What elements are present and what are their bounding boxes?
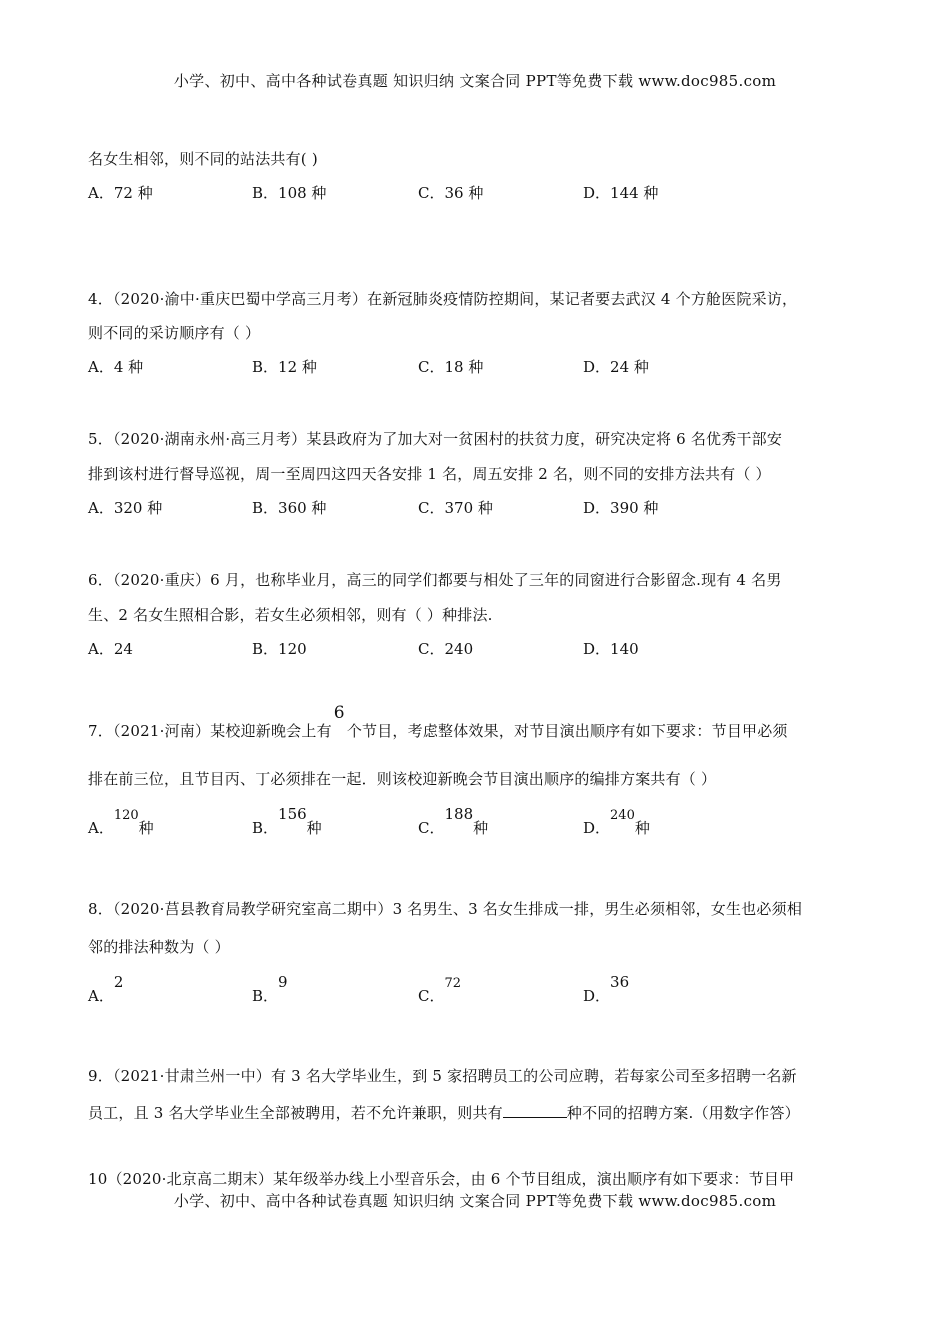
q8-option-a bbox=[88, 973, 124, 1006]
q4-option-c: C．18 种 bbox=[418, 358, 484, 376]
q7-option-d bbox=[583, 808, 650, 838]
page-footer: 小学、初中、高中各种试卷真题 知识归纳 文案合同 PPT等免费下载 www.doc985.com bbox=[173, 1192, 777, 1210]
q7-option-d-unit: 种 bbox=[634, 819, 650, 837]
q6-options bbox=[88, 638, 768, 668]
q8-option-c bbox=[418, 976, 462, 1006]
q7-option-b bbox=[252, 805, 322, 838]
q9-line1: 9．（2021·甘肃兰州一中）有 3 名大学毕业生，到 5 家招聘员工的公司应聘，若每家公司至多招聘一名新 bbox=[88, 1067, 797, 1085]
q9-line2-pre: 员工，且 3 名大学毕业生全部被聘用，若不允许兼职，则共有 bbox=[88, 1104, 503, 1122]
q7-option-c-label: C． bbox=[418, 819, 445, 837]
q6-option-a: A．24 bbox=[88, 640, 133, 658]
q7-option-a-value: 120 bbox=[113, 808, 139, 823]
q3-option-c: C．36 种 bbox=[418, 184, 484, 202]
q5-option-b: B．360 种 bbox=[252, 499, 327, 517]
q6-line1: 6．（2020·重庆）6 月，也称毕业月，高三的同学们都要与相处了三年的同窗进行合影留念.现有 4 名男 bbox=[88, 571, 782, 589]
q3-option-b: B．108 种 bbox=[252, 184, 327, 202]
q8-line2: 邻的排法种数为（ ） bbox=[88, 938, 230, 956]
q8-option-b-value: 9 bbox=[278, 973, 288, 991]
q3-option-a: A．72 种 bbox=[88, 184, 153, 202]
q8-option-d-value: 36 bbox=[610, 973, 630, 991]
q8-option-a-value: 2 bbox=[113, 973, 124, 991]
q3-option-d: D．144 种 bbox=[583, 184, 659, 202]
q7-option-c-value: 188 bbox=[444, 805, 474, 823]
q7-option-a-unit: 种 bbox=[138, 819, 154, 837]
q8-option-d bbox=[583, 973, 630, 1006]
q7-program-count: 6 bbox=[333, 703, 345, 723]
q7-option-b-label: B． bbox=[252, 819, 279, 837]
q7-option-d-value: 240 bbox=[610, 808, 635, 823]
q7-option-b-value: 156 bbox=[278, 805, 307, 823]
page-header: 小学、初中、高中各种试卷真题 知识归纳 文案合同 PPT等免费下载 www.doc985.com bbox=[173, 72, 777, 90]
q8-line1: 8．（2020·莒县教育局教学研究室高二期中）3 名男生、3 名女生排成一排，男生必须相邻，女生也必须相 bbox=[88, 900, 803, 918]
q6-option-d: D．140 bbox=[583, 640, 639, 658]
q6-option-c: C．240 bbox=[418, 640, 474, 658]
q10-line1: 10（2020·北京高二期末）某年级举办线上小型音乐会，由 6 个节目组成，演出顺序有如下要求：节目甲 bbox=[88, 1170, 795, 1188]
q4-option-d: D．24 种 bbox=[583, 358, 649, 376]
q9-line2 bbox=[88, 1102, 800, 1123]
q5-line1: 5．（2020·湖南永州·高三月考）某县政府为了加大对一贫困村的扶贫力度，研究决定将 6 名优秀干部安 bbox=[88, 430, 783, 448]
q7-line1-pre: 7．（2021·河南）某校迎新晚会上有 bbox=[88, 722, 332, 740]
q4-line2: 则不同的采访顺序有（ ） bbox=[88, 324, 261, 342]
q4-option-a: A．4 种 bbox=[88, 358, 144, 376]
q5-line2: 排到该村进行督导巡视，周一至周四这四天各安排 1 名，周五安排 2 名，则不同的安排方法共有（ ） bbox=[88, 465, 771, 483]
q5-option-d: D．390 种 bbox=[583, 499, 659, 517]
q7-option-a bbox=[88, 808, 154, 838]
q7-line1-post: 个节目，考虑整体效果，对节目演出顺序有如下要求：节目甲必须 bbox=[346, 722, 788, 740]
q7-option-b-unit: 种 bbox=[306, 819, 322, 837]
q7-line2: 排在前三位，且节目丙、丁必须排在一起．则该校迎新晚会节目演出顺序的编排方案共有（ ） bbox=[88, 770, 717, 788]
q3-options bbox=[88, 182, 768, 212]
q8-options bbox=[88, 973, 768, 1015]
q4-option-b: B．12 种 bbox=[252, 358, 317, 376]
q8-option-c-value: 72 bbox=[444, 976, 462, 991]
q5-option-c: C．370 种 bbox=[418, 499, 493, 517]
q7-option-d-label: D． bbox=[583, 819, 611, 837]
q4-options bbox=[88, 356, 768, 386]
q6-option-b: B．120 bbox=[252, 640, 307, 658]
q6-line2: 生、2 名女生照相合影，若女生必须相邻，则有（ ）种排法. bbox=[88, 606, 493, 624]
q4-line1: 4．（2020·渝中·重庆巴蜀中学高三月考）在新冠肺炎疫情防控期间，某记者要去武汉 4 个方舱医院采访， bbox=[88, 290, 798, 308]
q9-answer-blank[interactable] bbox=[503, 1103, 567, 1118]
q8-option-d-label: D． bbox=[583, 987, 611, 1005]
q5-options bbox=[88, 497, 768, 527]
q9-line2-post: 种不同的招聘方案.（用数字作答） bbox=[566, 1104, 800, 1122]
q8-option-b bbox=[252, 973, 288, 1006]
q8-option-a-label: A． bbox=[88, 987, 114, 1005]
q7-option-c bbox=[418, 805, 489, 838]
q5-option-a: A．320 种 bbox=[88, 499, 163, 517]
q7-line1 bbox=[88, 703, 788, 741]
q8-option-c-label: C． bbox=[418, 987, 445, 1005]
q3-line1: 名女生相邻，则不同的站法共有( ) bbox=[88, 150, 318, 168]
q8-option-b-label: B． bbox=[252, 987, 279, 1005]
q7-options bbox=[88, 805, 768, 847]
q7-option-c-unit: 种 bbox=[473, 819, 489, 837]
q7-option-a-label: A． bbox=[88, 819, 114, 837]
